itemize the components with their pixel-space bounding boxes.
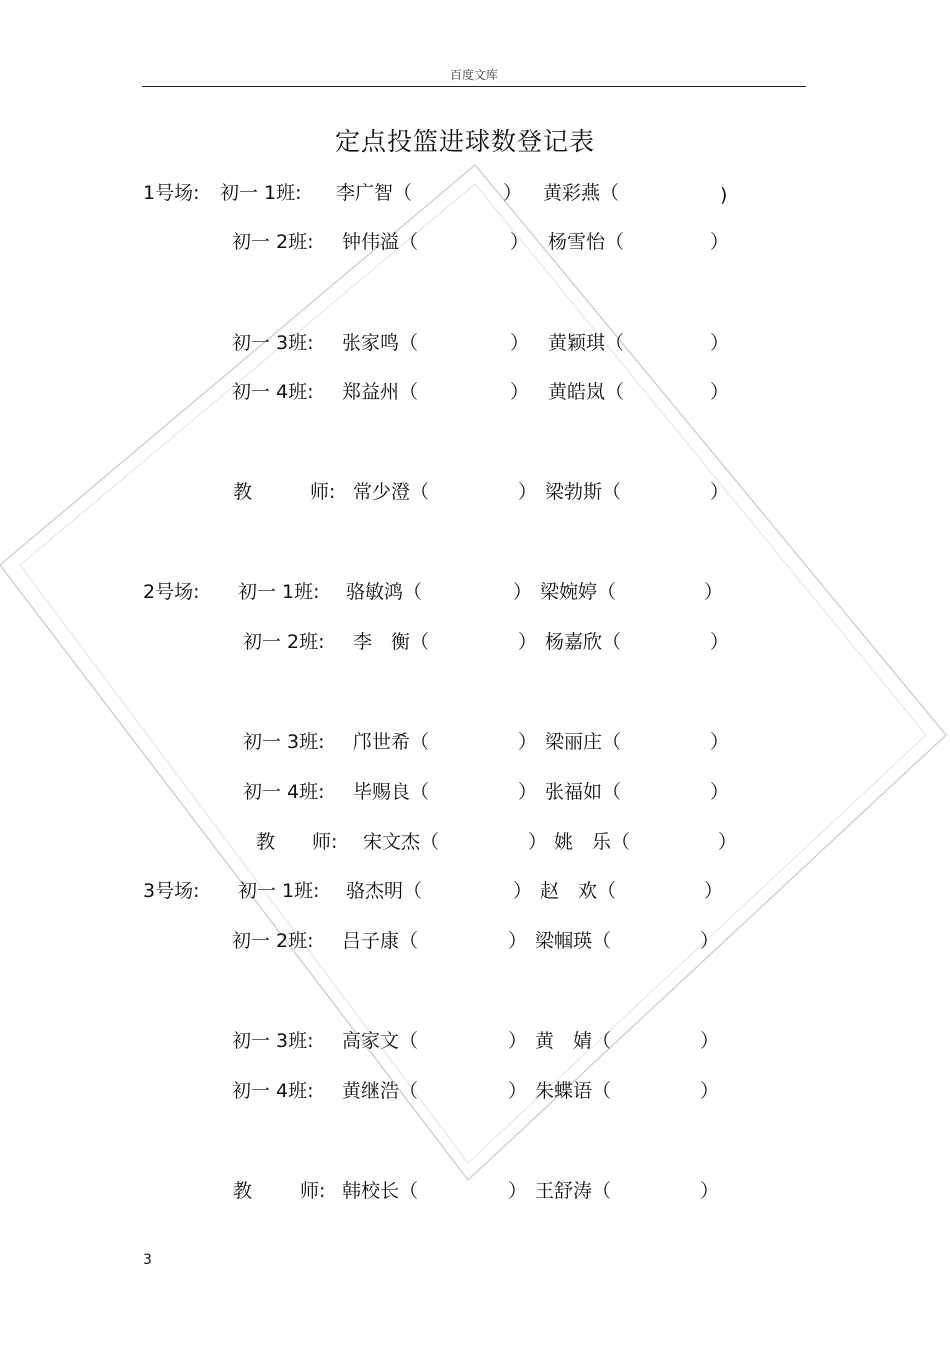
class-label: 初一 1班: xyxy=(238,880,320,902)
close-paren: ） xyxy=(704,581,724,603)
player-name: 梁帼瑛（ xyxy=(535,930,612,952)
close-paren: ） xyxy=(710,332,730,354)
class-label: 初一 3班: xyxy=(232,1030,314,1052)
player-name: 高家文（ xyxy=(342,1030,419,1052)
close-paren: ） xyxy=(513,581,533,603)
class-label: 初一 1班: xyxy=(238,581,320,603)
close-paren: ） xyxy=(513,880,533,902)
close-paren: ） xyxy=(718,831,738,853)
teacher-label-b: 师: xyxy=(310,481,336,503)
player-name: 姚 乐（ xyxy=(554,831,631,853)
player-name: 梁勃斯（ xyxy=(545,481,622,503)
player-name: 黄 婧（ xyxy=(535,1030,612,1052)
teacher-label-b: 师: xyxy=(312,831,338,853)
close-paren: ） xyxy=(508,1180,528,1202)
field-label: 1号场: xyxy=(143,182,200,204)
teacher-label-a: 教 xyxy=(233,1180,253,1202)
close-paren: ） xyxy=(700,1180,720,1202)
close-paren: ） xyxy=(704,880,724,902)
close-paren: ） xyxy=(518,781,538,803)
class-label: 初一 4班: xyxy=(232,1080,314,1102)
close-paren: ） xyxy=(710,481,730,503)
class-label: 初一 2班: xyxy=(243,631,325,653)
close-paren: ） xyxy=(508,1030,528,1052)
close-paren: ） xyxy=(508,1080,528,1102)
player-name: 韩校长（ xyxy=(342,1180,419,1202)
teacher-label-a: 教 xyxy=(233,481,253,503)
player-name: 梁婉婷（ xyxy=(540,581,617,603)
close-paren: ） xyxy=(710,781,730,803)
player-name: 常少澄（ xyxy=(353,481,430,503)
close-paren: ） xyxy=(518,481,538,503)
player-name: 张福如（ xyxy=(545,781,622,803)
class-label: 初一 3班: xyxy=(243,731,325,753)
class-label: 初一 4班: xyxy=(243,781,325,803)
player-name: 邝世希（ xyxy=(353,731,430,753)
close-paren: ） xyxy=(700,1080,720,1102)
player-name: 骆敏鸿（ xyxy=(346,581,423,603)
player-name: 梁丽庄（ xyxy=(545,731,622,753)
close-paren: ） xyxy=(518,731,538,753)
close-paren: ） xyxy=(710,381,730,403)
player-name: 朱蝶语（ xyxy=(535,1080,612,1102)
player-name: 杨嘉欣（ xyxy=(545,631,622,653)
player-name: 骆杰明（ xyxy=(346,880,423,902)
field-label: 2号场: xyxy=(143,581,200,603)
player-name: 黄颖琪（ xyxy=(548,332,625,354)
close-paren: ） xyxy=(710,631,730,653)
field-label: 3号场: xyxy=(143,880,200,902)
player-name: 李广智（ xyxy=(336,182,413,204)
close-paren: ） xyxy=(510,231,530,253)
close-paren: ） xyxy=(710,731,730,753)
page-header: 百度文库 xyxy=(449,68,498,82)
player-name: 毕赐良（ xyxy=(353,781,430,803)
page-number: 3 xyxy=(143,1252,152,1268)
player-name: 吕子康（ xyxy=(342,930,419,952)
player-name: 赵 欢（ xyxy=(540,880,617,902)
player-name: 郑益州（ xyxy=(342,381,419,403)
header-divider xyxy=(142,86,806,87)
player-name: 张家鸣（ xyxy=(342,332,419,354)
class-label: 初一 3班: xyxy=(232,332,314,354)
page-title: 定点投篮进球数登记表 xyxy=(334,127,595,156)
close-paren: ） xyxy=(518,631,538,653)
close-paren: ） xyxy=(503,182,523,204)
class-label: 初一 2班: xyxy=(232,231,314,253)
close-paren: ） xyxy=(700,930,720,952)
close-paren: ) xyxy=(720,184,728,206)
player-name: 黄彩燕（ xyxy=(543,182,620,204)
close-paren: ） xyxy=(528,831,548,853)
class-label: 初一 1班: xyxy=(220,182,302,204)
close-paren: ） xyxy=(510,381,530,403)
player-name: 李 衡（ xyxy=(353,631,430,653)
class-label: 初一 2班: xyxy=(232,930,314,952)
teacher-label-a: 教 xyxy=(256,831,276,853)
class-label: 初一 4班: xyxy=(232,381,314,403)
close-paren: ） xyxy=(710,231,730,253)
player-name: 王舒涛（ xyxy=(535,1180,612,1202)
close-paren: ） xyxy=(510,332,530,354)
player-name: 杨雪怡（ xyxy=(548,231,625,253)
teacher-label-b: 师: xyxy=(300,1180,326,1202)
player-name: 黄继浩（ xyxy=(342,1080,419,1102)
player-name: 黄皓岚（ xyxy=(548,381,625,403)
close-paren: ） xyxy=(700,1030,720,1052)
player-name: 宋文杰（ xyxy=(363,831,440,853)
player-name: 钟伟溢（ xyxy=(342,231,419,253)
close-paren: ） xyxy=(508,930,528,952)
